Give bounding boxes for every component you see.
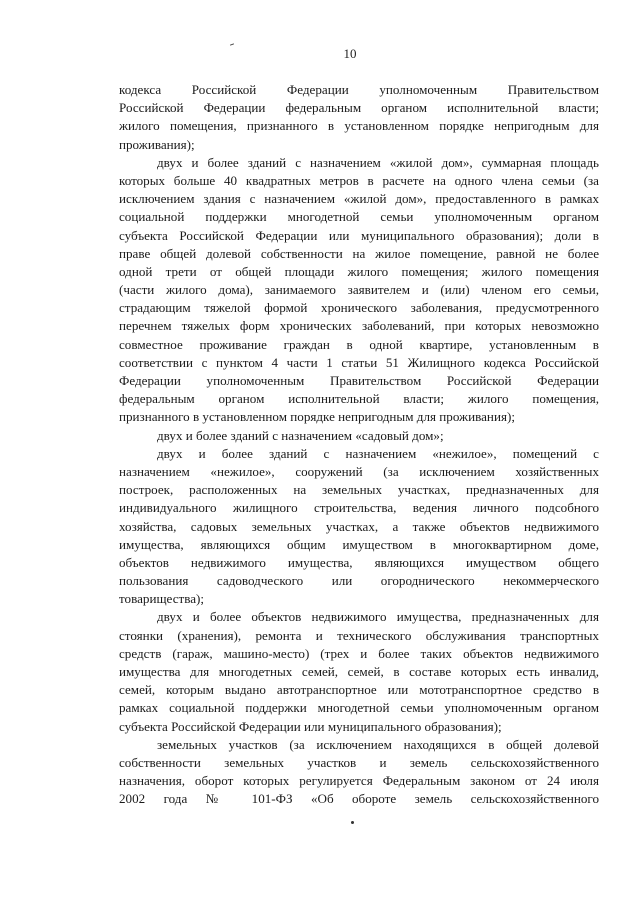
text-line: исключением здания с назначением «жилой дом», предоставленного в рамках — [119, 191, 599, 207]
text-line: признанного в установленном порядке непригодным для проживания); — [119, 409, 515, 425]
text-line: (части жилого дома), занимаемого заявителем и (или) членом его семьи, — [119, 282, 599, 298]
page-number: 10 — [343, 46, 357, 61]
text-line: стоянки (хранения), ремонта и технического обслуживания транспортных — [119, 627, 599, 643]
text-line: которых больше 40 квадратных метров в расчете на одного члена семьи (за — [119, 172, 599, 188]
text-line: двух и более зданий с назначением «нежилое», помещений с — [157, 445, 599, 461]
text-line: двух и более зданий с назначением «жилой дом», суммарная площадь — [157, 154, 599, 170]
text-line: земельных участков (за исключением находящихся в общей долевой — [157, 736, 599, 752]
text-line: проживания); — [119, 136, 195, 152]
text-line: пользования садоводческого или огороднического некоммерческого — [119, 573, 599, 589]
text-line: средств (гараж, машино-место) (трех и более таких объектов недвижимого — [119, 645, 599, 661]
text-line: перечнем тяжелых форм хронических заболеваний, при которых невозможно — [119, 318, 599, 334]
text-line: семей, которым выдано автотранспортное или мототранспортное средство в — [119, 682, 599, 698]
scan-speck — [351, 821, 354, 824]
text-line: 2002 года № 101-ФЗ «Об обороте земель сельскохозяйственного — [119, 791, 599, 807]
text-line: рамках социальной поддержки многодетной семьи уполномоченным органом — [119, 700, 599, 716]
text-line: федеральным органом исполнительной власти; жилого помещения, — [119, 391, 599, 407]
text-line: двух и более зданий с назначением «садовый дом»; — [157, 427, 444, 443]
text-line: жилого помещения, признанного в установленном порядке непригодным для — [119, 118, 599, 134]
text-line: индивидуального жилищного строительства, ведения личного подсобного — [119, 500, 599, 516]
text-line: совместное проживание граждан в одной квартире, установленным в — [119, 336, 599, 352]
document-body — [119, 81, 599, 809]
text-line: построек, расположенных на земельных участках, предназначенных для — [119, 482, 599, 498]
text-line: Российской Федерации федеральным органом исполнительной власти; — [119, 100, 599, 116]
text-line: собственности земельных участков и земель сельскохозяйственного — [119, 754, 599, 770]
text-line: субъекта Российской Федерации или муниципального образования); доли в — [119, 227, 599, 243]
text-line: двух и более объектов недвижимого имущества, предназначенных для — [157, 609, 599, 625]
text-line: социальной поддержки многодетной семьи уполномоченным органом — [119, 209, 599, 225]
text-line: назначения, оборот которых регулируется Федеральным законом от 24 июля — [119, 773, 599, 789]
text-line: имущества, являющихся общим имуществом в многоквартирном доме, — [119, 536, 599, 552]
text-line: Федерации уполномоченным Правительством Российской Федерации — [119, 373, 599, 388]
text-line: соответствии с пунктом 4 части 1 статьи 51 Жилищного кодекса Российской — [119, 354, 599, 370]
text-line: субъекта Российской Федерации или муниципального образования); — [119, 718, 502, 734]
text-line: товарищества); — [119, 591, 205, 607]
text-line: хозяйства, садовых земельных участках, а также объектов недвижимого — [119, 518, 599, 534]
text-line: объектов недвижимого имущества, являющихся имуществом общего — [119, 554, 599, 570]
text-line: имущества для многодетных семей, семей, в составе которых есть инвалид, — [119, 664, 599, 679]
text-line: одной трети от общей площади жилого помещения; жилого помещения — [119, 263, 599, 279]
text-line: кодекса Российской Федерации уполномоченным Правительством — [119, 82, 599, 97]
text-line: праве общей долевой собственности на жилое помещение, равной не более — [119, 245, 599, 261]
text-line: страдающим тяжелой формой хронического заболевания, предусмотренного — [119, 300, 599, 316]
text-line: назначением «нежилое», сооружений (за исключением хозяйственных — [119, 463, 599, 479]
